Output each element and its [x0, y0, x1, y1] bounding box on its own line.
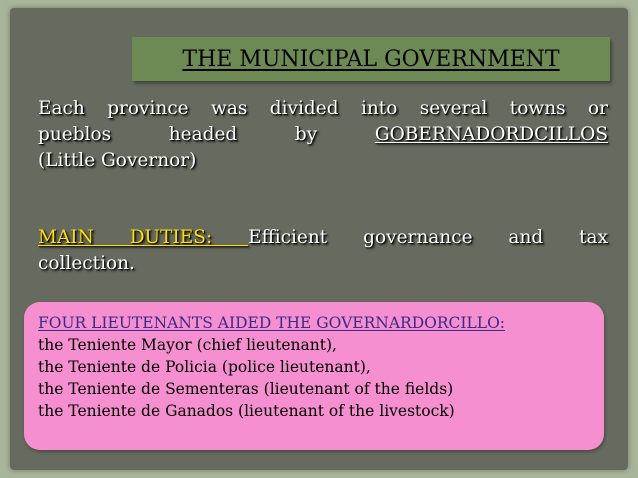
- gobernadorcillos-term: GOBERNADORDCILLOS: [374, 124, 608, 145]
- lieutenants-list: [38, 334, 455, 422]
- pueblos-headed-by-text: pueblos headed by: [38, 124, 318, 145]
- main-duties-line-2: collection.: [38, 253, 135, 274]
- main-duties-text: Efficient governance and tax: [248, 227, 609, 248]
- main-duties-paragraph: [38, 225, 608, 277]
- list-item: the Teniente de Policia (police lieutenant),: [38, 358, 371, 376]
- province-paragraph-line-2: [38, 122, 608, 148]
- province-paragraph-line-1: Each province was divided into several towns or: [38, 98, 608, 119]
- province-paragraph-line-3: (Little Governor): [38, 150, 197, 171]
- lieutenants-box: [24, 302, 604, 450]
- lieutenants-heading: FOUR LIEUTENANTS AIDED THE GOVERNARDORCILLO:: [38, 314, 506, 332]
- list-item: the Teniente Mayor (chief lieutenant),: [38, 336, 337, 354]
- list-item: the Teniente de Ganados (lieutenant of the livestock): [38, 402, 455, 420]
- province-paragraph: [38, 96, 608, 174]
- main-duties-label: MAIN DUTIES:: [38, 227, 249, 248]
- title-box: [132, 37, 610, 81]
- list-item: the Teniente de Sementeras (lieutenant of the fields): [38, 380, 454, 398]
- main-duties-line-1: [38, 225, 608, 251]
- slide-title: THE MUNICIPAL GOVERNMENT: [182, 46, 560, 72]
